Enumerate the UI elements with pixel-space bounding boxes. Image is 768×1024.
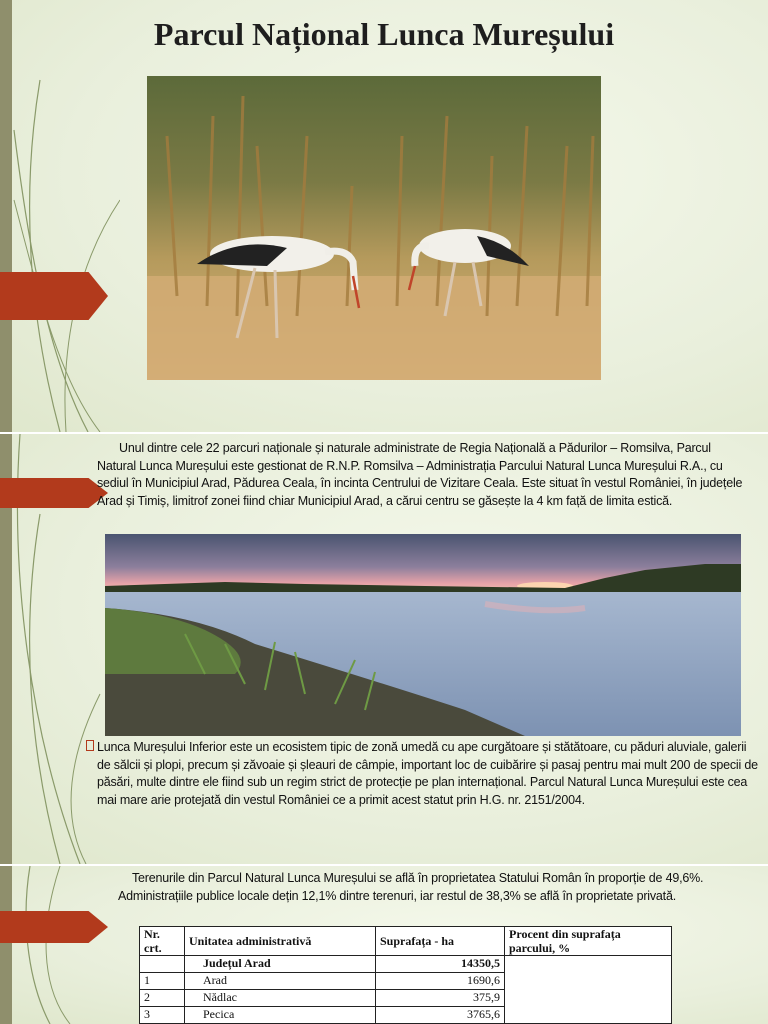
table-header-row <box>140 927 672 956</box>
intro-paragraph: Terenurile din Parcul Natural Lunca Mureșului se află în proprietatea Statului Român în proporție de 49,6%. Administrațiile publice locale dețin 12,1% dintre terenuri, iar restul de 38,3% se află în proprietate privată. <box>118 871 704 903</box>
row-name: Nădlac <box>185 990 376 1007</box>
col-area-header: Suprafața - ha <box>376 927 505 956</box>
storks-photo <box>147 76 601 380</box>
row-area: 1690,6 <box>376 973 505 990</box>
row-area: 375,9 <box>376 990 505 1007</box>
intro-paragraph: Unul dintre cele 22 parcuri naționale și naturale administrate de Regia Națională a Pădurilor – Romsilva, Parcul Natural Lunca Mureșului este gestionat de R.N.P. Romsilva – Administrația Parcului Natural Lunca Mureșului R.A., cu sediul în Municipiul Arad, Pădurea Ceala, în incinta Centrului de Vizitare Ceala. Este situat în vestul României, în județele Arad și Timiș, limitrof zonei fiind chiar Municipiul Arad, a cărui centru se găsește la 4 km față de limita estică. <box>97 441 743 508</box>
area-table <box>139 926 672 1024</box>
row-nr: 2 <box>140 990 185 1007</box>
row-nr: 1 <box>140 973 185 990</box>
group-area: 14350,5 <box>376 956 505 973</box>
decorative-lines <box>0 866 110 1024</box>
bullet-paragraph: Lunca Mureșului Inferior este un ecosistem tipic de zonă umedă cu ape curgătoare și stătătoare, cu păduri aluviale, galerii de sălcii și plopi, precum și zăvoaie și șleauri de câmpie, important loc de cuibărire și pasaj pentru mai mult 200 de specii de păsări, multe dintre ele fiind sub un regim strict de protecție pe plan internațional. Parcul Natural Lunca Mureșului este cea mai mare arie protejată din vestul României ce a primit acest statut prin H.G. nr. 2151/2004. <box>97 740 758 807</box>
row-nr: 3 <box>140 1007 185 1024</box>
row-area: 3765,6 <box>376 1007 505 1024</box>
col-pct-header: Procent din suprafața parcului, % <box>505 927 672 956</box>
slide-3 <box>0 866 768 1024</box>
row-name: Arad <box>185 973 376 990</box>
arrow-marker <box>0 911 108 943</box>
slide-1 <box>0 0 768 432</box>
bullet-marker <box>86 740 94 751</box>
decorative-lines <box>0 0 120 432</box>
river-sunset-photo <box>105 534 741 736</box>
table-row <box>140 956 672 973</box>
group-name: Județul Arad <box>185 956 376 973</box>
arrow-marker <box>0 272 108 320</box>
col-unit-header: Unitatea administrativă <box>185 927 376 956</box>
row-name: Pecica <box>185 1007 376 1024</box>
arrow-marker <box>0 478 108 508</box>
col-nr-header: Nr. crt. <box>140 927 185 956</box>
page-title: Parcul Național Lunca Mureșului <box>153 16 615 52</box>
slide-2 <box>0 434 768 864</box>
